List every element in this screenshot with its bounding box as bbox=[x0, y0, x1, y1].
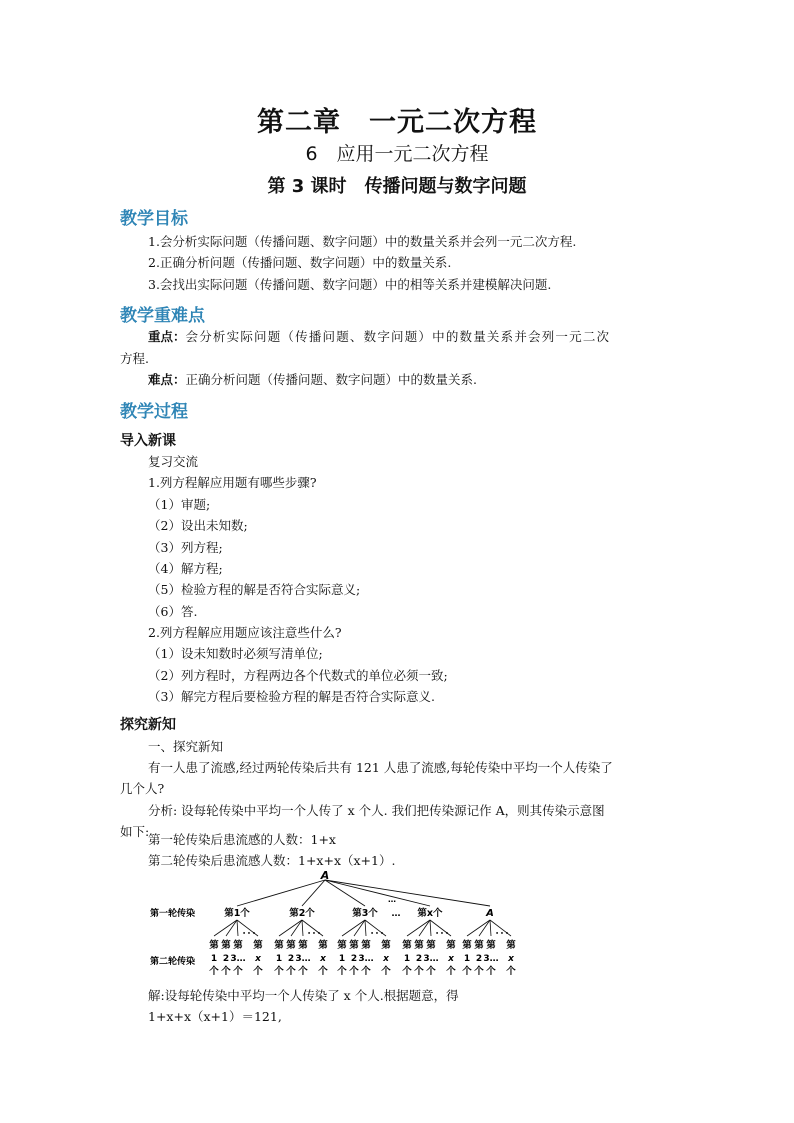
sub-node-suffix: 个 bbox=[402, 966, 412, 977]
sub-node-number: x bbox=[320, 954, 326, 964]
step-item: （4）解方程; bbox=[148, 561, 223, 576]
sub-node-number: 1 bbox=[463, 954, 471, 964]
top-ellipsis: … bbox=[388, 895, 396, 904]
sub-node-prefix: 第 bbox=[318, 940, 328, 951]
sub-node-prefix: 第 bbox=[381, 940, 391, 951]
sub-node-number: 2 bbox=[287, 954, 295, 964]
sub-node-suffix: 个 bbox=[298, 966, 308, 977]
sub-node-suffix: 个 bbox=[318, 966, 328, 977]
step-item: （1）审题; bbox=[148, 497, 211, 512]
sub-node-prefix: 第 bbox=[349, 940, 359, 951]
sub-node-number: 1 bbox=[338, 954, 346, 964]
sub-node-prefix: 第 bbox=[286, 940, 296, 951]
sub-node-suffix: 个 bbox=[253, 966, 263, 977]
note-item: （2）列方程时，方程两边各个代数式的单位必须一致; bbox=[148, 668, 448, 683]
sub-node-prefix: 第 bbox=[402, 940, 412, 951]
problem-text-cont: 几个人? bbox=[120, 781, 165, 796]
sub-node-suffix: 个 bbox=[286, 966, 296, 977]
subtree-arrow bbox=[237, 920, 238, 936]
sub-node-number: x bbox=[448, 954, 454, 964]
key-text: 会分析实际问题（传播问题、数字问题）中的数量关系并会列一元二次 bbox=[185, 329, 611, 344]
node-a: A bbox=[486, 908, 494, 919]
sub-node-suffix: 个 bbox=[209, 966, 219, 977]
key-point-cont: 方程. bbox=[120, 351, 149, 366]
node-ellipsis: … bbox=[391, 909, 401, 919]
sub-node-suffix: 个 bbox=[361, 966, 371, 977]
note-item: （3）解完方程后要检验方程的解是否符合实际意义. bbox=[148, 689, 435, 704]
step-item: （5）检验方程的解是否符合实际意义; bbox=[148, 582, 361, 597]
round2-text: 第二轮传染后患流感人数：1+x+x（x+1）. bbox=[148, 853, 396, 868]
process-heading: 教学过程 bbox=[120, 402, 188, 422]
sub-node-number: x bbox=[383, 954, 389, 964]
question-2: 2.列方程解应用题应该注意些什么? bbox=[148, 625, 342, 640]
sub-node-prefix: 第 bbox=[506, 940, 516, 951]
goal-item: 1.会分析实际问题（传播问题、数字问题）中的数量关系并会列一元二次方程. bbox=[148, 234, 577, 249]
sub-node-number: 3… bbox=[295, 954, 311, 964]
subtree-dots: • • • bbox=[370, 931, 384, 937]
sub-node-prefix: 第 bbox=[486, 940, 496, 951]
node-1: 第1个 bbox=[224, 908, 250, 919]
sub-node-suffix: 个 bbox=[462, 966, 472, 977]
key-point bbox=[148, 327, 610, 345]
sub-node-prefix: 第 bbox=[274, 940, 284, 951]
sub-node-suffix: 个 bbox=[426, 966, 436, 977]
explore-heading: 探究新知 bbox=[120, 717, 176, 733]
question-1: 1.列方程解应用题有哪些步骤? bbox=[148, 475, 317, 490]
key-label: 重点： bbox=[148, 329, 186, 344]
analysis-text-cont: 如下: bbox=[120, 824, 150, 839]
sub-node-suffix: 个 bbox=[446, 966, 456, 977]
subtree-arrow bbox=[226, 920, 237, 936]
sub-node-prefix: 第 bbox=[221, 940, 231, 951]
sub-node-suffix: 个 bbox=[381, 966, 391, 977]
subtree-arrow bbox=[302, 920, 303, 936]
analysis-text: 分析: 设每轮传染中平均一个人传了 x 个人. 我们把传染源记作 A，则其传染示意图 bbox=[148, 803, 605, 818]
sub-node-suffix: 个 bbox=[349, 966, 359, 977]
round2-label: 第二轮传染 bbox=[150, 957, 196, 967]
sub-node-suffix: 个 bbox=[474, 966, 484, 977]
subtree-dots: • • • bbox=[242, 931, 256, 937]
sub-node-prefix: 第 bbox=[253, 940, 263, 951]
sub-node-number: 2 bbox=[222, 954, 230, 964]
goal-item: 2.正确分析问题（传播问题、数字问题）中的数量关系. bbox=[148, 255, 452, 270]
sub-node-number: 1 bbox=[275, 954, 283, 964]
sub-node-prefix: 第 bbox=[233, 940, 243, 951]
sub-node-suffix: 个 bbox=[221, 966, 231, 977]
node-x: 第x个 bbox=[417, 908, 443, 919]
sub-node-prefix: 第 bbox=[361, 940, 371, 951]
sub-node-number: 1 bbox=[210, 954, 218, 964]
subtree-arrow bbox=[467, 920, 490, 936]
sub-node-number: 3… bbox=[483, 954, 499, 964]
sub-node-prefix: 第 bbox=[474, 940, 484, 951]
subtree-dots: • • • bbox=[435, 931, 449, 937]
subtree-arrow bbox=[479, 920, 490, 936]
sub-node-number: x bbox=[255, 954, 261, 964]
problem-text: 有一人患了流感,经过两轮传染后共有 121 人患了流感,每轮传染中平均一个人传染了 bbox=[148, 760, 613, 775]
subtree-arrow bbox=[342, 920, 365, 936]
step-item: （2）设出未知数; bbox=[148, 518, 248, 533]
sub-node-number: 1 bbox=[403, 954, 411, 964]
sub-node-prefix: 第 bbox=[337, 940, 347, 951]
sub-node-number: 2 bbox=[350, 954, 358, 964]
sub-node-prefix: 第 bbox=[414, 940, 424, 951]
root-node: A bbox=[320, 869, 330, 882]
sub-node-prefix: 第 bbox=[426, 940, 436, 951]
sub-node-prefix: 第 bbox=[209, 940, 219, 951]
round1-label: 第一轮传染 bbox=[150, 909, 196, 919]
subtree-arrow bbox=[490, 920, 491, 936]
sub-node-suffix: 个 bbox=[337, 966, 347, 977]
subtree-arrow bbox=[291, 920, 302, 936]
explore-part: 一、探究新知 bbox=[148, 739, 224, 754]
sub-node-number: 2 bbox=[415, 954, 423, 964]
subtree-arrow bbox=[365, 920, 366, 936]
subtree-dots: • • • bbox=[495, 931, 509, 937]
sub-node-suffix: 个 bbox=[486, 966, 496, 977]
review-label: 复习交流 bbox=[148, 454, 199, 469]
goal-item: 3.会找出实际问题（传播问题、数字问题）中的相等关系并建模解决问题. bbox=[148, 277, 552, 292]
goals-heading: 教学目标 bbox=[120, 209, 188, 229]
step-item: （3）列方程; bbox=[148, 540, 223, 555]
transmission-diagram bbox=[140, 868, 540, 980]
section-title: 6 应用一元二次方程 bbox=[305, 143, 489, 165]
intro-heading: 导入新课 bbox=[120, 433, 176, 449]
sub-node-number: x bbox=[508, 954, 514, 964]
sub-node-number: 3… bbox=[358, 954, 374, 964]
sub-node-number: 3… bbox=[230, 954, 246, 964]
sub-node-suffix: 个 bbox=[274, 966, 284, 977]
equation-text: 1+x+x（x+1）＝121, bbox=[148, 1009, 282, 1024]
node-2: 第2个 bbox=[289, 908, 315, 919]
sub-node-number: 3… bbox=[423, 954, 439, 964]
difficulty-text: 正确分析问题（传播问题、数字问题）中的数量关系. bbox=[185, 372, 477, 387]
subtree-dots: • • • bbox=[307, 931, 321, 937]
sub-node-prefix: 第 bbox=[462, 940, 472, 951]
sub-node-suffix: 个 bbox=[506, 966, 516, 977]
sub-node-number: 2 bbox=[475, 954, 483, 964]
difficulty-label: 难点： bbox=[148, 372, 186, 387]
subtree-arrow bbox=[354, 920, 365, 936]
round2-subtrees bbox=[209, 920, 516, 977]
step-item: （6）答. bbox=[148, 604, 198, 619]
round1-arrows bbox=[237, 880, 490, 906]
sub-node-prefix: 第 bbox=[446, 940, 456, 951]
round1-text: 第一轮传染后患流感的人数：1+x bbox=[148, 832, 336, 847]
chapter-title: 第二章 一元二次方程 bbox=[257, 107, 537, 138]
subtree-arrow bbox=[419, 920, 430, 936]
lesson-title: 第 3 课时 传播问题与数字问题 bbox=[267, 176, 527, 197]
difficulty-point bbox=[148, 370, 477, 388]
key-points-heading: 教学重难点 bbox=[120, 306, 205, 326]
sub-node-suffix: 个 bbox=[233, 966, 243, 977]
subtree-arrow bbox=[279, 920, 302, 936]
note-item: （1）设未知数时必须写清单位; bbox=[148, 646, 323, 661]
subtree-arrow bbox=[214, 920, 237, 936]
solution-text: 解:设每轮传染中平均一个人传染了 x 个人.根据题意，得 bbox=[148, 988, 459, 1003]
node-3: 第3个 bbox=[352, 908, 378, 919]
sub-node-prefix: 第 bbox=[298, 940, 308, 951]
sub-node-suffix: 个 bbox=[414, 966, 424, 977]
subtree-arrow bbox=[407, 920, 430, 936]
subtree-arrow bbox=[430, 920, 431, 936]
